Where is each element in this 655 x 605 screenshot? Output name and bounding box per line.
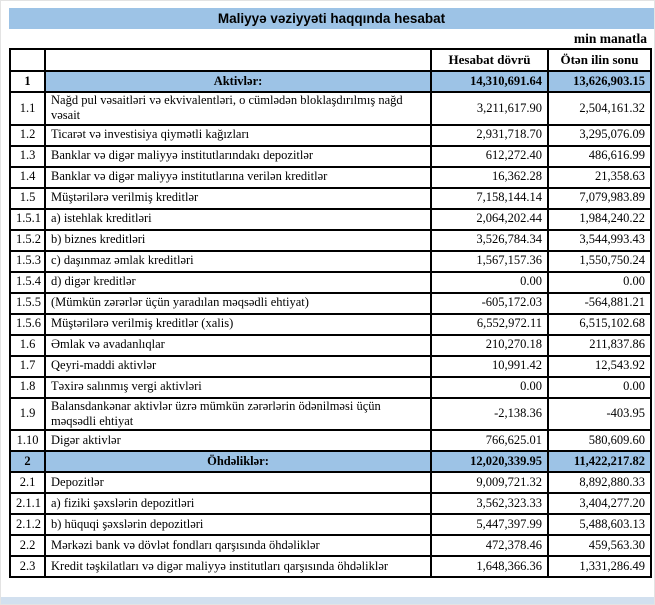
value-current: -605,172.03	[431, 293, 548, 314]
header-row-number	[10, 49, 45, 71]
row-label: Banklar və digər maliyyə institutlarındakı depozitlər	[45, 146, 431, 167]
value-current: 2,064,202.44	[431, 209, 548, 230]
value-current: 766,625.01	[431, 430, 548, 451]
row-label: Digər aktivlər	[45, 430, 431, 451]
row-number: 1.5	[10, 188, 45, 209]
row-number: 1.5.3	[10, 251, 45, 272]
header-previous-year-end: Ötən ilin sonu	[548, 49, 651, 71]
row-number: 2.2	[10, 535, 45, 556]
table-row	[10, 209, 651, 230]
value-previous: 13,626,903.15	[548, 71, 651, 92]
value-current: 1,648,366.36	[431, 556, 548, 577]
value-current: 5,447,397.99	[431, 514, 548, 535]
value-previous: 580,609.60	[548, 430, 651, 451]
value-previous: -403.95	[548, 398, 651, 431]
value-previous: 11,422,217.82	[548, 451, 651, 472]
row-number: 1.4	[10, 167, 45, 188]
row-label: Ticarət və investisiya qiymətli kağızları	[45, 125, 431, 146]
cutoff-row-strip	[1, 597, 654, 604]
table-row	[10, 188, 651, 209]
row-label: Əmlak və avadanlıqlar	[45, 335, 431, 356]
table-row	[10, 356, 651, 377]
row-label: Qeyri-maddi aktivlər	[45, 356, 431, 377]
row-label: Öhdəliklər:	[45, 451, 431, 472]
value-current: 0.00	[431, 377, 548, 398]
table-row	[10, 556, 651, 577]
table-row	[10, 71, 651, 92]
value-previous: 2,504,161.32	[548, 92, 651, 125]
table-row	[10, 167, 651, 188]
value-current: 0.00	[431, 272, 548, 293]
table-row	[10, 272, 651, 293]
value-current: 6,552,972.11	[431, 314, 548, 335]
value-previous: 0.00	[548, 377, 651, 398]
value-current: 16,362.28	[431, 167, 548, 188]
row-label: Təxirə salınmış vergi aktivləri	[45, 377, 431, 398]
value-previous: 0.00	[548, 272, 651, 293]
row-label: b) hüquqi şəxslərin depozitləri	[45, 514, 431, 535]
value-previous: 5,488,603.13	[548, 514, 651, 535]
row-number: 1.5.2	[10, 230, 45, 251]
row-number: 1.7	[10, 356, 45, 377]
table-row	[10, 125, 651, 146]
row-label: d) digər kreditlər	[45, 272, 431, 293]
header-description	[45, 49, 431, 71]
table-body	[10, 71, 651, 577]
row-label: c) daşınmaz əmlak kreditləri	[45, 251, 431, 272]
row-label: Depozitlər	[45, 472, 431, 493]
row-number: 2.1.1	[10, 493, 45, 514]
row-number: 2.3	[10, 556, 45, 577]
table-row	[10, 377, 651, 398]
value-current: 7,158,144.14	[431, 188, 548, 209]
value-previous: 8,892,880.33	[548, 472, 651, 493]
value-current: 9,009,721.32	[431, 472, 548, 493]
row-label: Mərkəzi bank və dövlət fondları qarşısında öhdəliklər	[45, 535, 431, 556]
row-label: Balansdankənar aktivlər üzrə mümkün zərərlərin ödənilməsi üçün məqsədli ehtiyat	[45, 398, 431, 431]
value-previous: 486,616.99	[548, 146, 651, 167]
table-row	[10, 92, 651, 125]
header-row	[10, 49, 651, 71]
row-label: (Mümkün zərərlər üçün yaradılan məqsədli ehtiyat)	[45, 293, 431, 314]
value-current: 12,020,339.95	[431, 451, 548, 472]
row-label: Banklar və digər maliyyə institutlarına verilən kreditlər	[45, 167, 431, 188]
row-number: 1.5.5	[10, 293, 45, 314]
table-row	[10, 230, 651, 251]
row-number: 1.2	[10, 125, 45, 146]
value-current: 3,562,323.33	[431, 493, 548, 514]
financial-position-table	[9, 48, 652, 578]
row-number: 1.5.4	[10, 272, 45, 293]
value-previous: -564,881.21	[548, 293, 651, 314]
row-label: Kredit təşkilatları və digər maliyyə institutları qarşısında öhdəliklər	[45, 556, 431, 577]
value-current: 2,931,718.70	[431, 125, 548, 146]
row-number: 1.5.6	[10, 314, 45, 335]
row-number: 2.1.2	[10, 514, 45, 535]
value-previous: 3,295,076.09	[548, 125, 651, 146]
row-number: 1.3	[10, 146, 45, 167]
value-current: -2,138.36	[431, 398, 548, 431]
value-current: 10,991.42	[431, 356, 548, 377]
row-number: 1.1	[10, 92, 45, 125]
table-row	[10, 451, 651, 472]
value-previous: 1,550,750.24	[548, 251, 651, 272]
row-label: Aktivlər:	[45, 71, 431, 92]
table-row	[10, 335, 651, 356]
value-current: 3,526,784.34	[431, 230, 548, 251]
row-number: 1.6	[10, 335, 45, 356]
table-row	[10, 251, 651, 272]
row-label: b) biznes kreditləri	[45, 230, 431, 251]
row-number: 1.9	[10, 398, 45, 431]
row-label: a) fiziki şəxslərin depozitləri	[45, 493, 431, 514]
table-row	[10, 535, 651, 556]
value-previous: 1,331,286.49	[548, 556, 651, 577]
table-row	[10, 146, 651, 167]
value-previous: 6,515,102.68	[548, 314, 651, 335]
table-row	[10, 472, 651, 493]
row-label: Müştərilərə verilmiş kreditlər	[45, 188, 431, 209]
row-number: 1.8	[10, 377, 45, 398]
table-row	[10, 398, 651, 431]
value-current: 3,211,617.90	[431, 92, 548, 125]
value-previous: 211,837.86	[548, 335, 651, 356]
row-number: 1.10	[10, 430, 45, 451]
row-number: 1	[10, 71, 45, 92]
value-current: 14,310,691.64	[431, 71, 548, 92]
table-row	[10, 314, 651, 335]
value-previous: 3,544,993.43	[548, 230, 651, 251]
table-row	[10, 430, 651, 451]
row-label: Müştərilərə verilmiş kreditlər (xalis)	[45, 314, 431, 335]
row-number: 2.1	[10, 472, 45, 493]
table-row	[10, 514, 651, 535]
value-current: 612,272.40	[431, 146, 548, 167]
value-current: 210,270.18	[431, 335, 548, 356]
row-label: a) istehlak kreditləri	[45, 209, 431, 230]
row-number: 2	[10, 451, 45, 472]
header-reporting-period: Hesabat dövrü	[431, 49, 548, 71]
value-previous: 459,563.30	[548, 535, 651, 556]
table-row	[10, 493, 651, 514]
value-current: 472,378.46	[431, 535, 548, 556]
value-previous: 3,404,277.20	[548, 493, 651, 514]
report-title: Maliyyə vəziyyəti haqqında hesabat	[9, 8, 654, 29]
value-previous: 7,079,983.89	[548, 188, 651, 209]
row-label: Nağd pul vəsaitləri və ekvivalentləri, o cümlədən bloklaşdırılmış nağd vəsait	[45, 92, 431, 125]
value-current: 1,567,157.36	[431, 251, 548, 272]
row-number: 1.5.1	[10, 209, 45, 230]
value-previous: 12,543.92	[548, 356, 651, 377]
table-row	[10, 293, 651, 314]
value-previous: 21,358.63	[548, 167, 651, 188]
unit-note: min manatla	[573, 31, 647, 46]
value-previous: 1,984,240.22	[548, 209, 651, 230]
